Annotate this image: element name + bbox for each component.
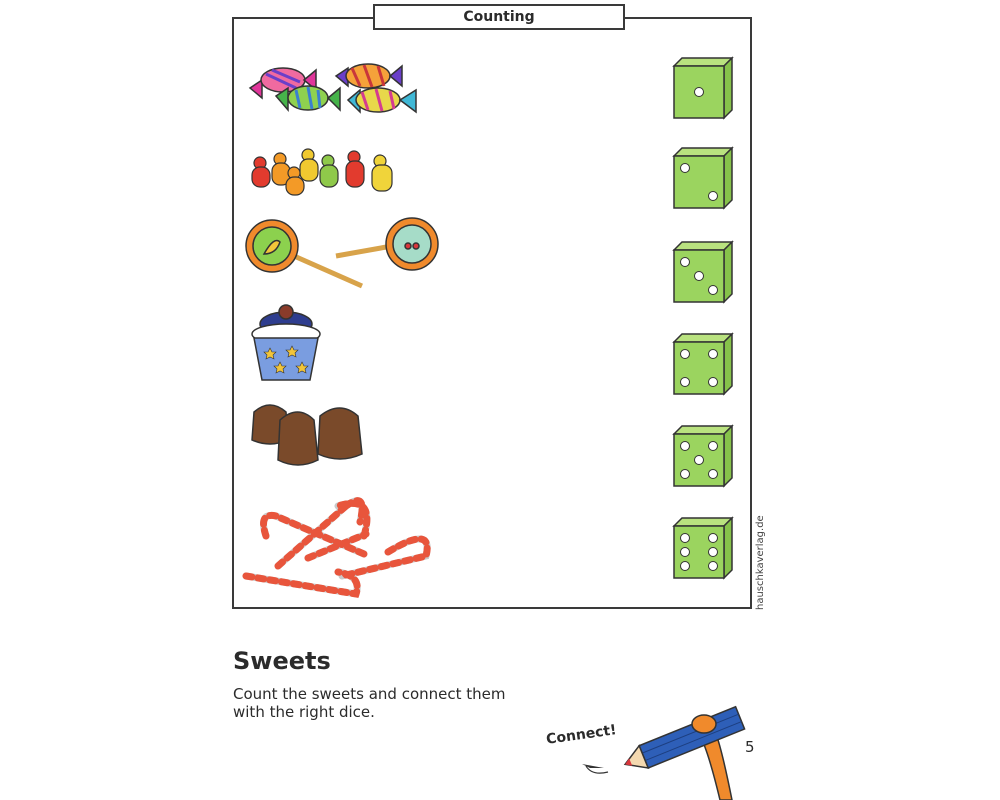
- die-pip: [681, 442, 690, 451]
- die-5[interactable]: [670, 424, 734, 488]
- die-2[interactable]: [670, 146, 734, 210]
- die-6[interactable]: [670, 516, 734, 580]
- die-pip: [681, 562, 690, 571]
- wrapped-candies-icon[interactable]: [248, 58, 423, 116]
- candy-canes-icon[interactable]: [238, 486, 438, 602]
- die-pip: [709, 286, 718, 295]
- die-pip: [709, 470, 718, 479]
- gummy-bears-icon[interactable]: [248, 145, 408, 197]
- die-pip: [709, 548, 718, 557]
- connect-label: Connect!: [545, 722, 618, 748]
- die-pip: [709, 562, 718, 571]
- die-pip: [695, 272, 704, 281]
- die-pip: [681, 470, 690, 479]
- die-pip: [681, 164, 690, 173]
- die-pip: [709, 350, 718, 359]
- die-pip: [681, 258, 690, 267]
- die-pip: [709, 534, 718, 543]
- cupcake-icon[interactable]: [248, 300, 324, 384]
- die-pip: [681, 548, 690, 557]
- die-pip: [709, 442, 718, 451]
- die-4[interactable]: [670, 332, 734, 396]
- page-number: 5: [745, 738, 755, 756]
- die-pip: [681, 350, 690, 359]
- die-pip: [709, 192, 718, 201]
- worksheet-title: Counting: [373, 4, 625, 30]
- die-pip: [681, 534, 690, 543]
- die-pip: [695, 456, 704, 465]
- chocolate-marshmallows-icon[interactable]: [248, 396, 366, 470]
- die-pip: [709, 378, 718, 387]
- die-pip: [695, 88, 704, 97]
- pencil-hand-icon: [580, 690, 750, 800]
- die-3[interactable]: [670, 240, 734, 304]
- die-pip: [681, 378, 690, 387]
- instruction-text: Count the sweets and connect them with the right dice.: [233, 685, 506, 721]
- lollipops-icon[interactable]: [244, 216, 444, 290]
- publisher-credit: hauschkaverlag.de: [755, 515, 766, 610]
- page-heading: Sweets: [233, 647, 331, 675]
- die-1[interactable]: [670, 56, 734, 120]
